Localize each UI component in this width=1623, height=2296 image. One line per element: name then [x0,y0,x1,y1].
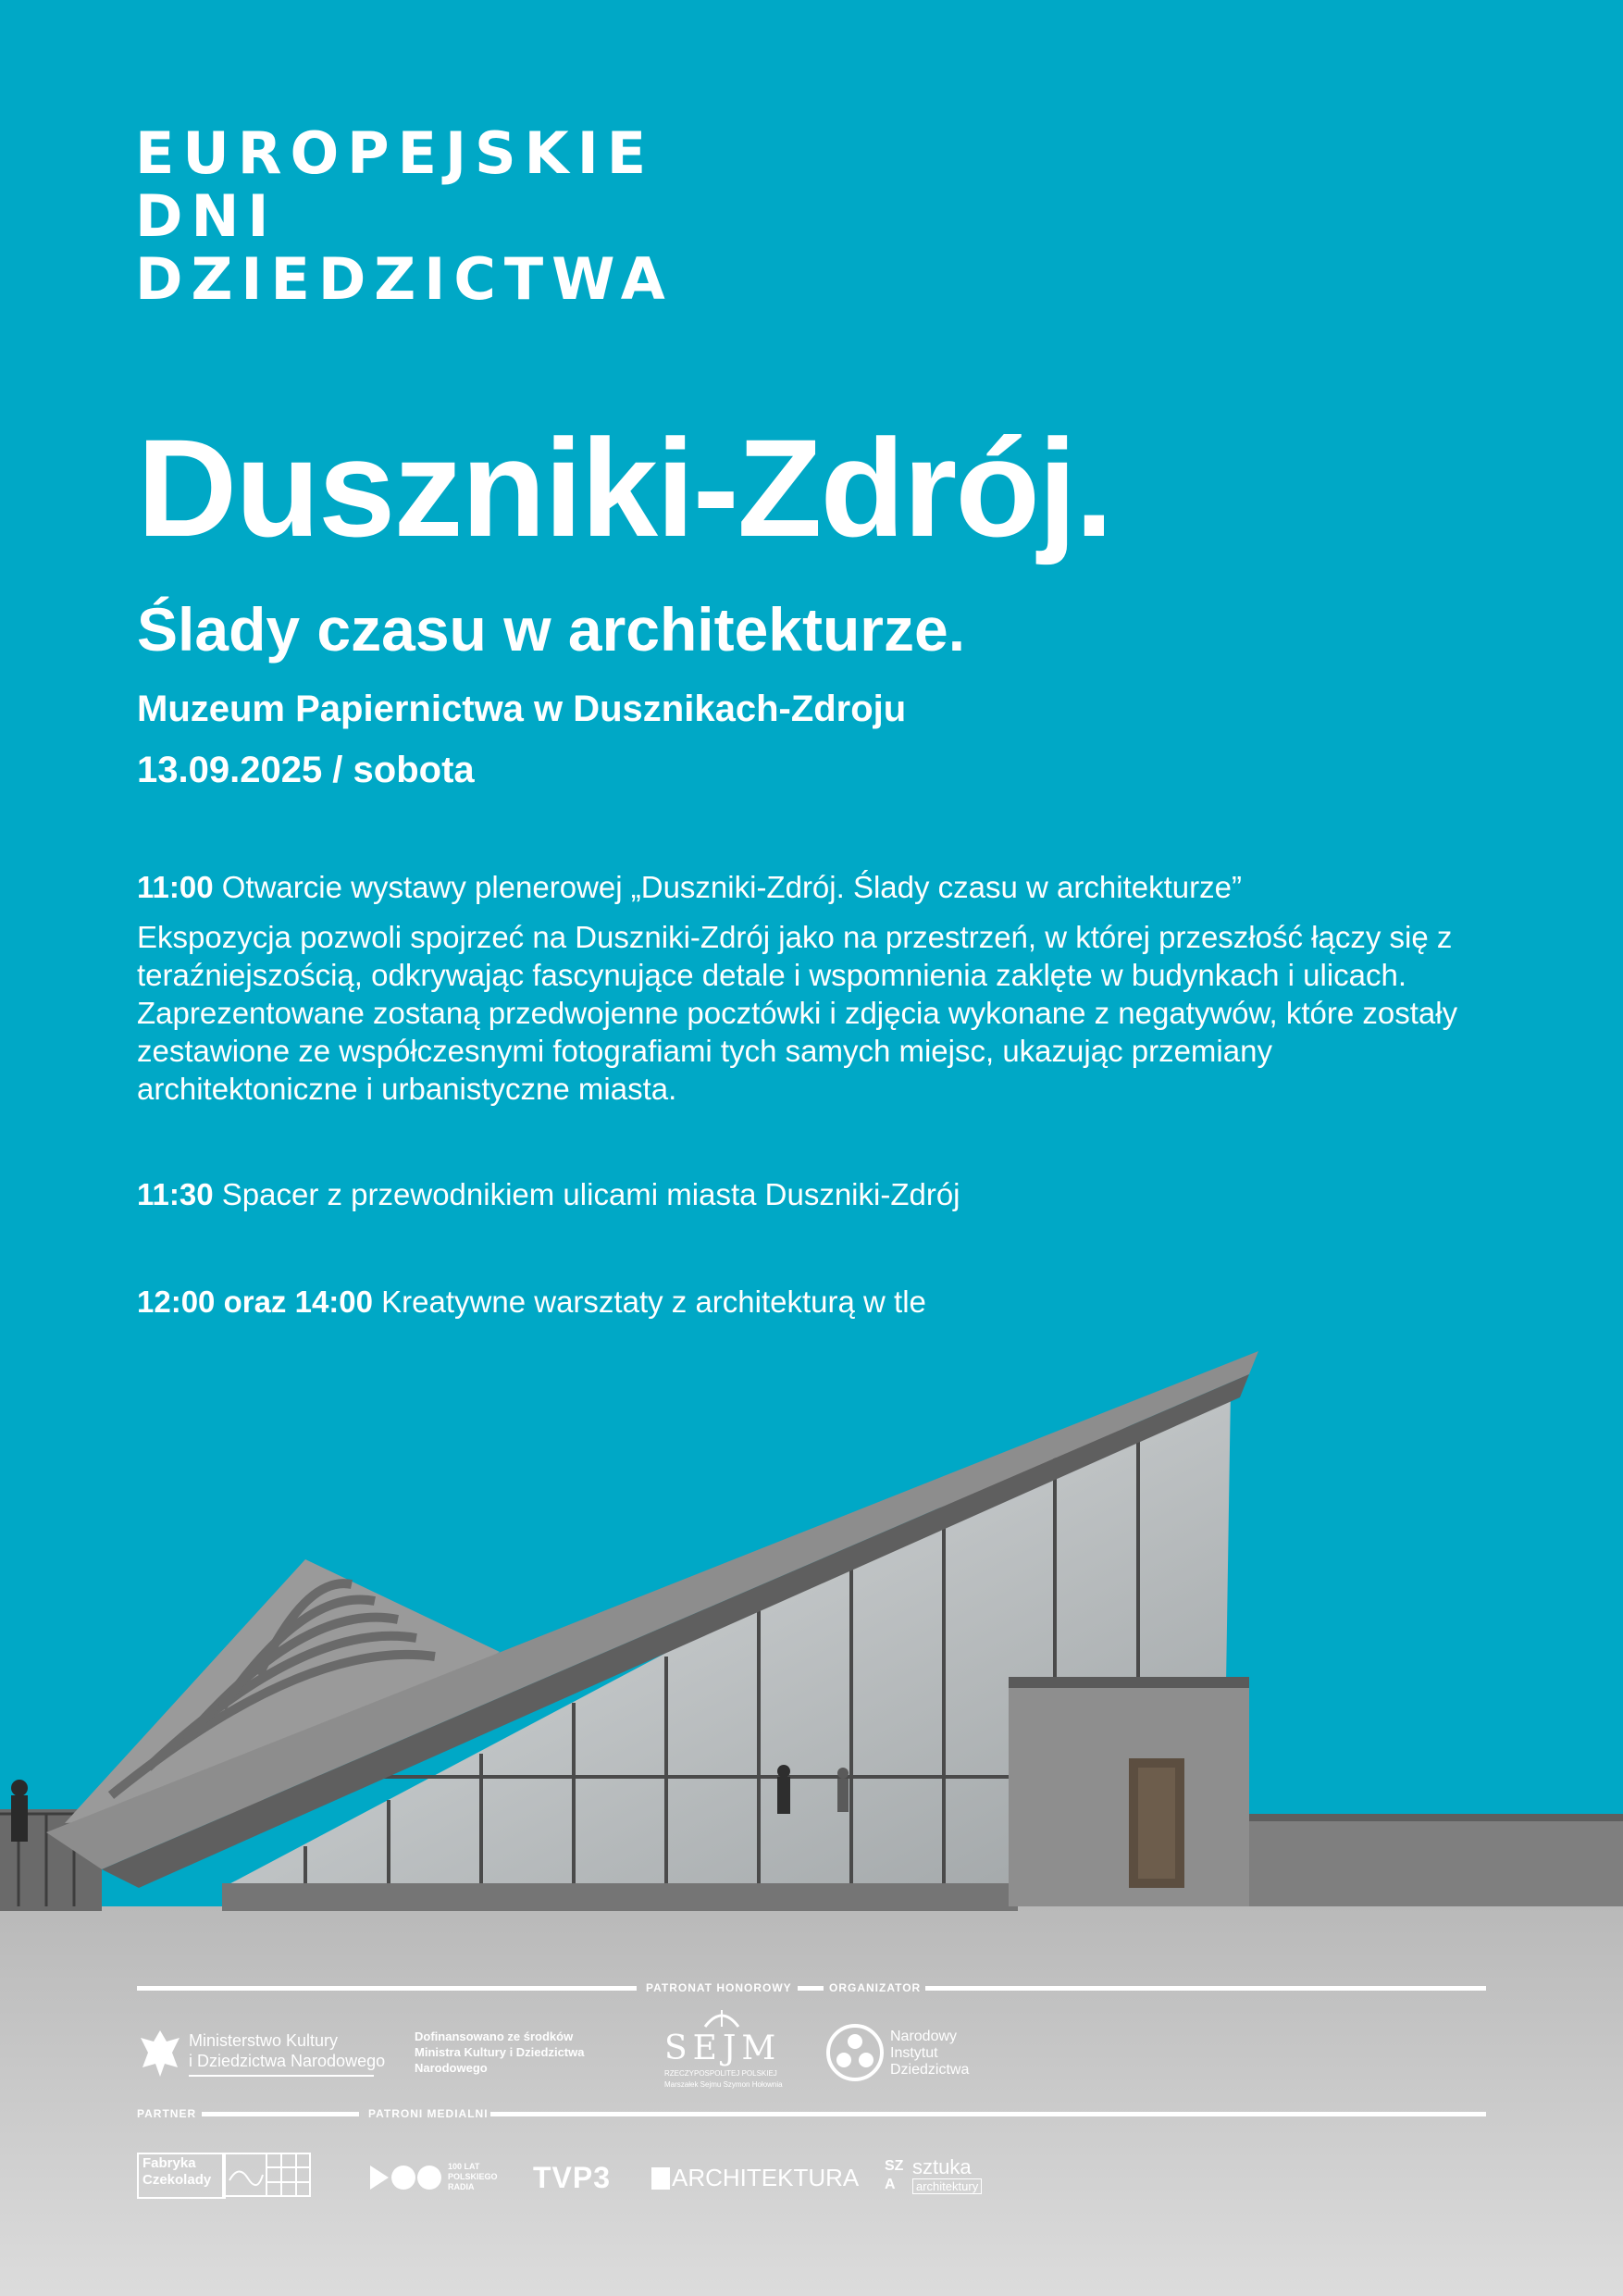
program-item-3-time: 12:00 oraz 14:00 [137,1285,373,1319]
nid-name-1: Narodowy [890,2029,958,2044]
label-patroni: PATRONI MEDIALNI [368,2107,489,2120]
funding-note-1: Dofinansowano ze środków [415,2029,574,2043]
polskie-radio-icon [368,2164,442,2191]
program-item-2 [137,1175,1497,1213]
ministry-underline [189,2075,374,2077]
footer-rule [202,2112,359,2116]
funding-note-2: Ministra Kultury i Dziedzictwa [415,2045,585,2059]
partner-name-1: Fabryka [142,2155,196,2171]
label-patronat: PATRONAT HONOROWY [646,1981,792,1994]
nid-name-3: Dziedzictwa [890,2062,970,2078]
radio-text-2: POLSKIEGO [448,2172,498,2181]
sejm-logo: SEJM [664,2029,782,2067]
festival-line-1: EUROPEJSKIE [135,119,655,187]
sejm-subtitle-1: RZECZYPOSPOLITEJ POLSKIEJ [664,2069,777,2078]
festival-logo [135,119,674,313]
label-partner: PARTNER [137,2107,197,2120]
sponsors-footer [0,1971,1623,2296]
chocolate-grid-icon [222,2153,311,2199]
nid-logo-icon [825,2023,885,2082]
footer-rule [137,1986,637,1991]
festival-line-3: DZIEDZICTWA [135,245,674,313]
building-base [222,1883,1018,1911]
sztuka-logo-2: architektury [912,2178,982,2194]
event-date: 13.09.2025 / sobota [137,750,475,790]
sztuka-mark-a: A [885,2177,896,2192]
architektura-logo: ARCHITEKTURA [672,2164,860,2191]
program-item-1-description: Ekspozycja pozwoli spojrzeć na Duszniki-Zdrój jako na przestrzeń, w której przeszłość łączy się z teraźniejszością, odkrywając fascynujące detale i wspomnienia zaklęte w budynkach i ulicach. Zaprezentowane zostaną przedwojenne pocztówki i zdjęcia wykonane z negatywów, które zostały zestawione ze współczesnymi fotografiami tych samych miejsc, ukazując przemiany architektoniczne i urbanistyczne miasta. [137,920,1458,1106]
poster-subtitle: Ślady czasu w architekturze. [137,595,966,664]
sztuka-logo-1: sztuka [912,2155,972,2178]
nid-name-2: Instytut [890,2045,938,2061]
program-item-1-time: 11:00 [137,870,214,904]
festival-line-2: DNI [135,182,278,250]
footer-rule [798,1986,824,1991]
radio-text-3: RADIA [448,2182,475,2191]
poster-title: Duszniki-Zdrój. [137,410,1112,565]
sejm-dome-icon [703,2008,740,2029]
program-item-1 [137,868,1497,906]
radio-text-1: 100 LAT [448,2162,480,2171]
eagle-emblem-icon [137,2027,183,2080]
funding-note-3: Narodowego [415,2061,488,2075]
footer-rule [490,2112,1486,2116]
program-item-3-text: Kreatywne warsztaty z architekturą w tle [381,1285,926,1319]
tvp3-logo: TVP3 [533,2161,612,2194]
ministry-name-2: i Dziedzictwa Narodowego [189,2052,386,2070]
venue: Muzeum Papiernictwa w Dusznikach-Zdroju [137,689,907,729]
label-organizator: ORGANIZATOR [829,1981,922,1994]
architektura-mark-icon [651,2167,670,2190]
footer-rule [925,1986,1486,1991]
partner-name-2: Czekolady [142,2172,212,2188]
terrace-wall [1240,1818,1623,1906]
sejm-subtitle-2: Marszałek Sejmu Szymon Hołownia [664,2080,783,2089]
program-item-2-time: 11:30 [137,1177,214,1211]
program-item-1-text: Otwarcie wystawy plenerowej „Duszniki-Zdrój. Ślady czasu w architekturze” [221,870,1242,904]
program-item-3 [137,1283,1497,1321]
ministry-name-1: Ministerstwo Kultury [189,2031,339,2050]
program-item-2-text: Spacer z przewodnikiem ulicami miasta Duszniki-Zdrój [221,1177,960,1211]
sztuka-mark-sz: SZ [885,2158,904,2174]
